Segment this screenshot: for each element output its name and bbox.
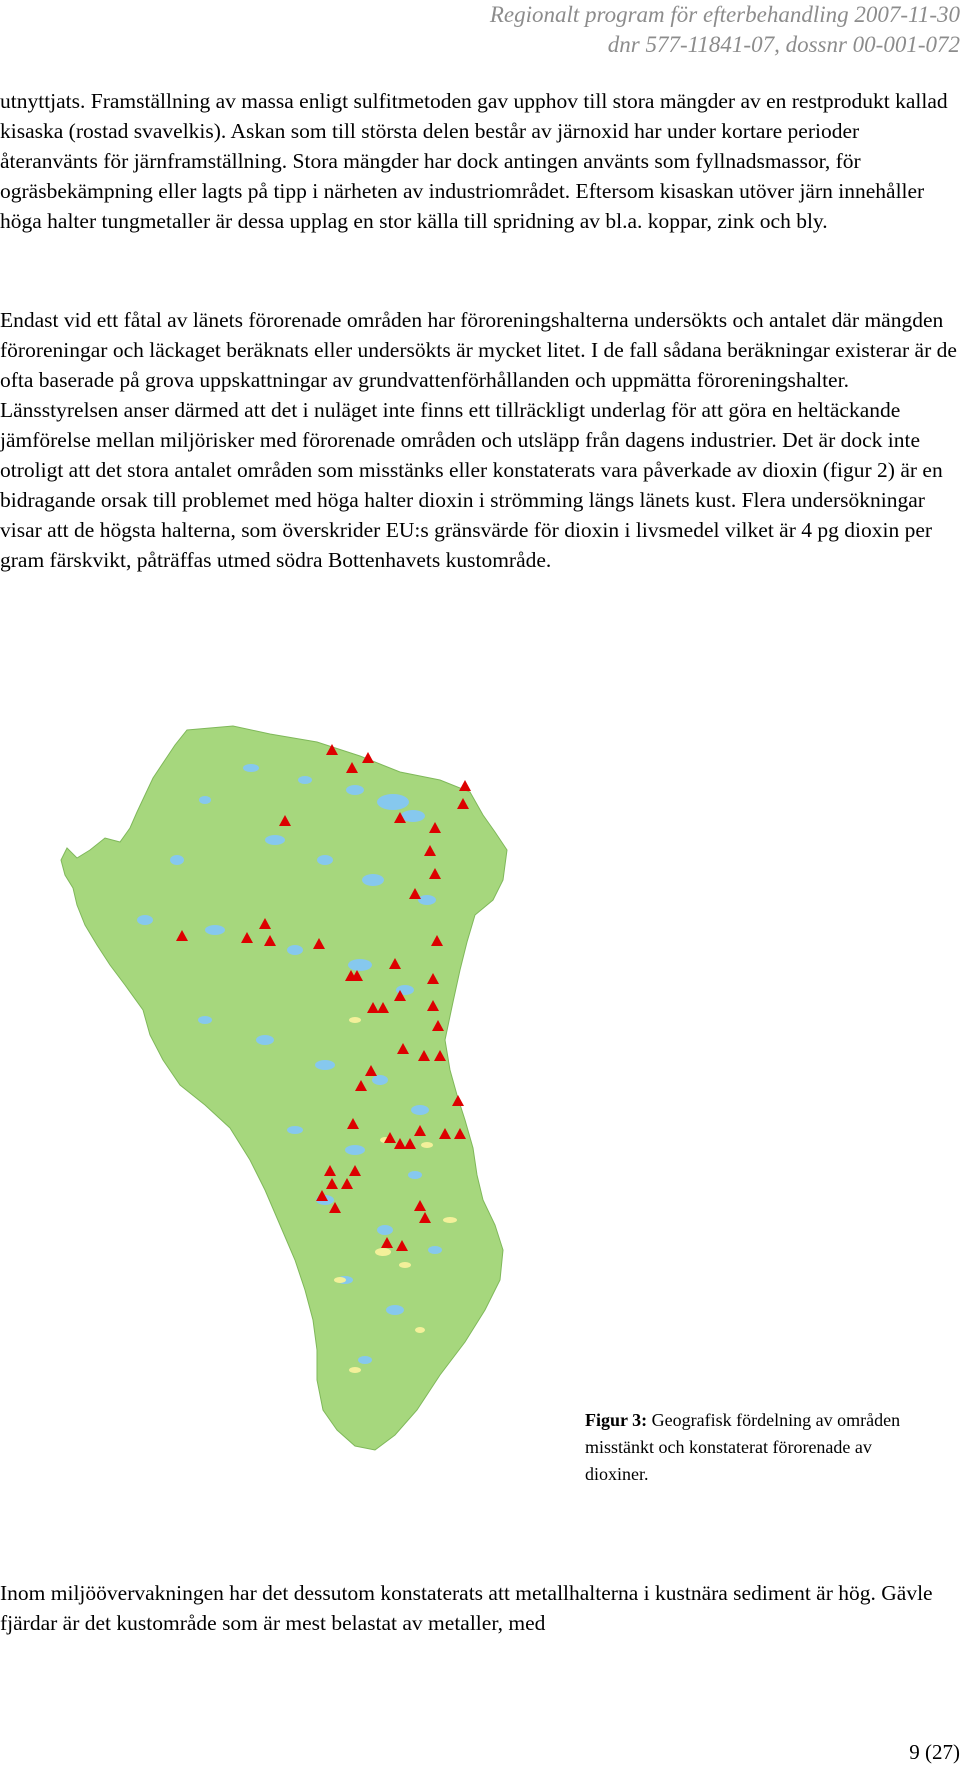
figure-caption-text: Geografisk fördelning av områden misstänkt och konstaterat förorenade av dioxiner. — [585, 1410, 901, 1484]
figure-caption — [585, 1407, 925, 1488]
paragraph-kisaska: utnyttjats. Framställning av massa enligt sulfitmetoden gav upphov till stora mängder av en restprodukt kallad kisaska (rostad svavelkis). Askan som till största delen består av järnoxid har under kortare perioder återanvänts för järnframställning. Stora mängder har dock antingen använts som fyllnadsmassor, för ogräsbekämpning eller lagts på tipp i närheten av industriområdet. Eftersom kisaskan utöver järn innehåller höga halter tungmetaller är dessa upplag en stor källa till spridning av bl.a. koppar, zink och bly. — [0, 89, 948, 233]
header-reference: dnr 577-11841-07, dossnr 00-001-072 — [607, 32, 960, 57]
county-land — [61, 726, 507, 1450]
page-header — [490, 0, 960, 60]
dioxin-site-map — [55, 720, 555, 1460]
header-program-title: Regionalt program för efterbehandling 2007-11-30 — [489, 2, 960, 27]
paragraph-dioxin: Endast vid ett fåtal av länets förorenade områden har föroreningshalterna undersökts och antalet där mängden föroreningar och läckaget beräknats eller undersökts är mycket litet. I de fall sådana beräkningar existerar är de ofta baserade på grova uppskattningar av grundvattenförhållanden och uppmätta föroreningshalter. Länsstyrelsen anser därmed att det i nuläget inte finns ett tillräckligt underlag för att göra en heltäckande jämförelse mellan miljörisker med förorenade områden och utsläpp från dagens industrier. Det är dock inte otroligt att det stora antalet områden som misstänks eller konstaterats vara påverkade av dioxin (figur 2) är en bidragande orsak till problemet med höga halter dioxin i strömming längs länets kust. Flera undersökningar visar att de högsta halterna, som överskrider EU:s gränsvärde för dioxin i livsmedel vilket är 4 pg dioxin per gram färskvikt, påträffas utmed södra Bottenhavets kustområde. — [0, 308, 957, 572]
figure-caption-label: Figur 3: — [585, 1410, 648, 1430]
page-number: 9 (27) — [909, 1740, 960, 1764]
paragraph-metals: Inom miljöövervakningen har det dessutom konstaterats att metallhalterna i kustnära sediment är hög. Gävle fjärdar är det kustområde som är mest belastat av metaller, med — [0, 1581, 933, 1635]
